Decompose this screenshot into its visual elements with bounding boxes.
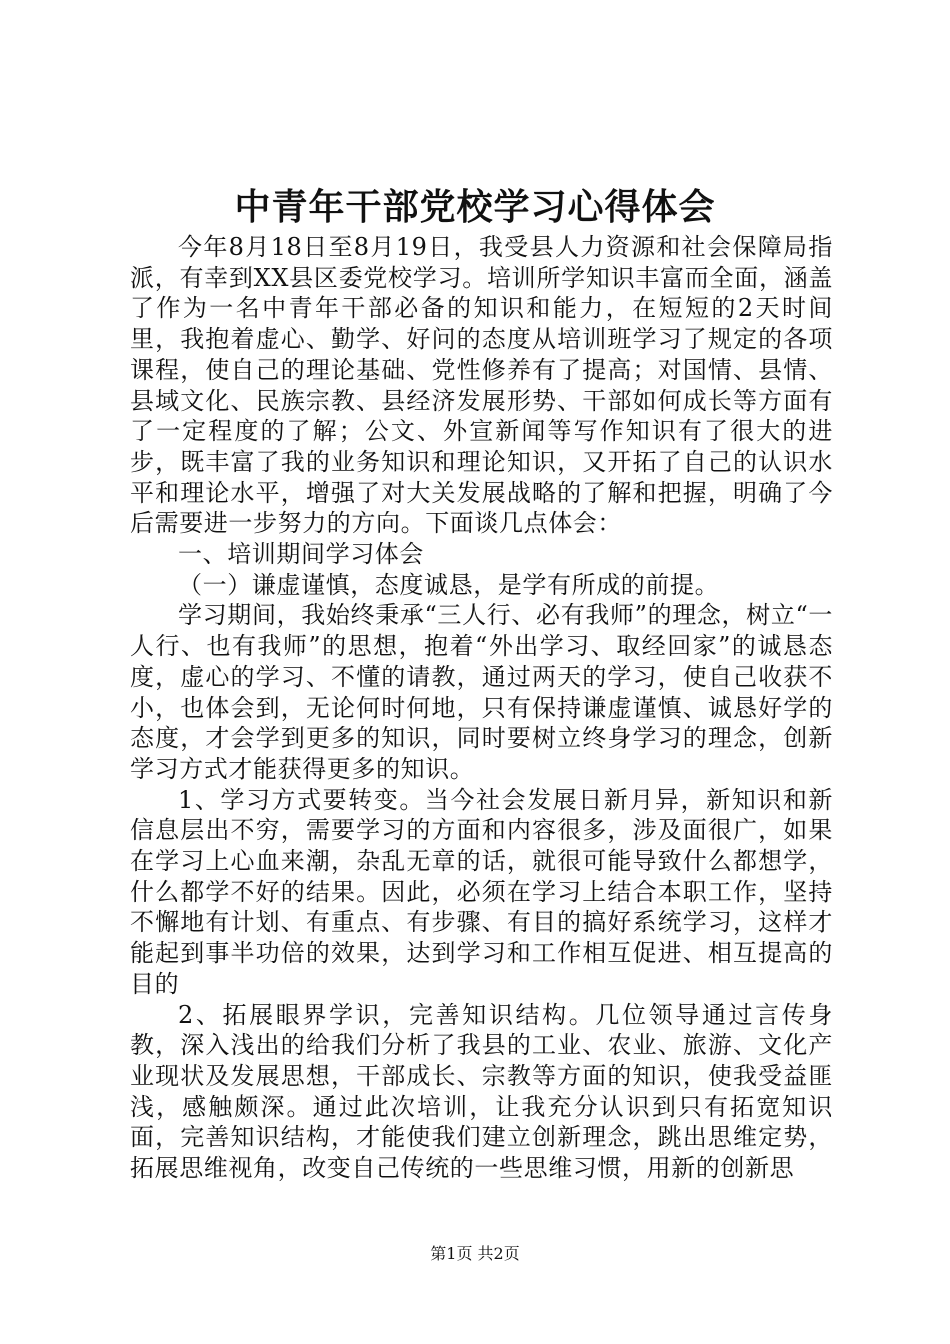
paragraph-point-2: 2、拓展眼界学识，完善知识结构。几位领导通过言传身教，深入浅出的给我们分析了我县的工业、农业、旅游、文化产业现状及发展思想，干部成长、宗教等方面的知识，使我受益匪浅，感触颇深。通过此次培训，让我充分认识到只有拓宽知识面，完善知识结构，才能使我们建立创新理念，跳出思维定势，拓展思维视角，改变自己传统的一些思维习惯，用新的创新思 [130,1000,833,1183]
paragraph-intro: 今年8月18日至8月19日，我受县人力资源和社会保障局指派，有幸到XX县区委党校学习。培训所学知识丰富而全面，涵盖了作为一名中青年干部必备的知识和能力，在短短的2天时间里，我抱着虚心、勤学、好问的态度从培训班学习了规定的各项课程，使自己的理论基础、党性修养有了提高；对国情、县情、县域文化、民族宗教、县经济发展形势、干部如何成长等方面有了一定程度的了解；公文、外宣新闻等写作知识有了很大的进步，既丰富了我的业务知识和理论知识，又开拓了自己的认识水平和理论水平，增强了对大关发展战略的了解和把握，明确了今后需要进一步努力的方向。下面谈几点体会： [130,233,833,538]
subsection-heading-1: （一）谦虚谨慎，态度诚恳，是学有所成的前提。 [178,570,720,599]
paragraph-point-1: 1、学习方式要转变。当今社会发展日新月异，新知识和新信息层出不穷，需要学习的方面和内容很多，涉及面很广，如果在学习上心血来潮，杂乱无章的话，就很可能导致什么都想学，什么都学不好的结果。因此，必须在学习上结合本职工作，坚持不懈地有计划、有重点、有步骤、有目的搞好系统学习，这样才能起到事半功倍的效果，达到学习和工作相互促进、相互提高的目的 [130,785,833,998]
section-heading-1: 一、培训期间学习体会 [178,540,424,569]
document-title: 中青年干部党校学习心得体会 [234,186,716,228]
page-footer: 第1页 共2页 [430,1244,520,1263]
document-body [130,232,833,1184]
paragraph-attitude: 学习期间，我始终秉承“三人行、必有我师”的理念，树立“一人行、也有我师”的思想，抱着“外出学习、取经回家”的诚恳态度，虚心的学习、不懂的请教，通过两天的学习，使自己收获不小，也体会到，无论何时何地，只有保持谦虚谨慎、诚恳好学的态度，才会学到更多的知识，同时要树立终身学习的理念，创新学习方式才能获得更多的知识。 [130,601,833,783]
